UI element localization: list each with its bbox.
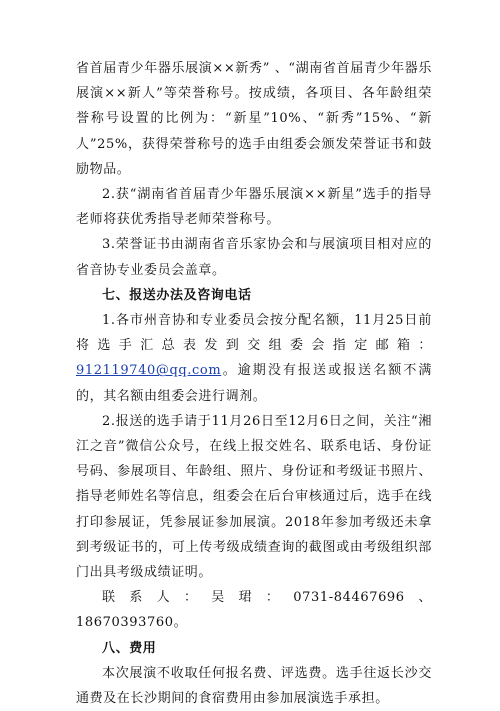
submission-text-before-email: 1.各市州音协和专业委员会按分配名额，11月25日前将选手汇总表发到交组委会指定邮箱： [76, 313, 432, 354]
contact-line: 联系人：吴珺：0731-84467696、18670393760。 [76, 590, 432, 631]
submission-paragraph [76, 308, 432, 409]
document-page [76, 56, 432, 711]
award-titles-paragraph: 省首届青少年器乐展演××新秀” 、“湖南省首届青少年器乐展演××新人”等荣誉称号。按成绩，各项目、各年龄组荣誉称号设置的比例为：“新星”10%、“新秀”15%、“新人”25%，获得荣誉称号的选手由组委会颁发荣誉证书和鼓励物品。 [76, 61, 432, 177]
certificate-seal-paragraph: 3.荣誉证书由湖南省音乐家协会和与展演项目相对应的省音协专业委员会盖章。 [76, 237, 432, 278]
registration-paragraph: 2.报送的选手请于11月26日至12月6日之间，关注“湘江之音”微信公众号，在线上报交姓名、联系电话、身份证号码、参展项目、年龄组、照片、身份证和考级证书照片、指导老师姓名等信息，组委会在后台审核通过后，选手在线打印参展证，凭参展证参加展演。2018年参加考级还未拿到考级证书的，可上传考级成绩查询的截图或由考级组织部门出具考级成绩证明。 [76, 413, 432, 581]
fees-paragraph: 本次展演不收取任何报名费、评选费。选手往返长沙交通费及在长沙期间的食宿费用由参加展演选手承担。 [76, 665, 432, 707]
submission-text-after-email: 。逾期没有报送或报送名额不满的，其名额由组委会进行调剂。 [76, 363, 432, 404]
section-heading-fees: 八、费用 [102, 640, 157, 656]
section-heading-submission: 七、报送办法及咨询电话 [102, 287, 252, 303]
instructor-honor-paragraph: 2.获“湖南省首届青少年器乐展演××新星”选手的指导老师将获优秀指导老师荣誉称号。 [76, 187, 432, 228]
email-link[interactable]: 912119740@qq.com [76, 363, 222, 379]
